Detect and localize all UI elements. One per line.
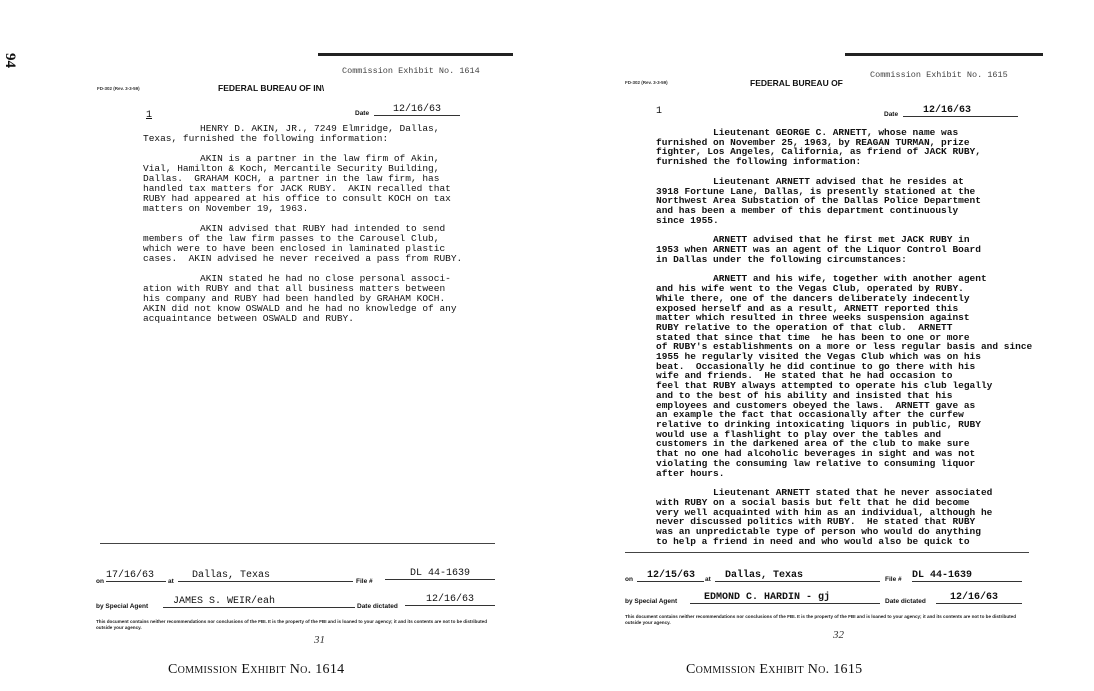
text-line: Northwest Area Substation of the Dallas Police Department bbox=[656, 195, 981, 207]
dictated-label: Date dictated bbox=[885, 598, 926, 605]
text-line: was an unpredictable type of person who would do anything bbox=[656, 526, 981, 538]
text-line: stated that since that time he has been to one or more bbox=[656, 331, 970, 343]
text-line: While there, one of the dancers deliberately indecently bbox=[656, 292, 970, 304]
text-line: HENRY D. AKIN, JR., 7249 Elmridge, Dallas, bbox=[143, 123, 440, 134]
paragraph bbox=[656, 235, 1032, 264]
exhibit-caption: Commission Exhibit No. 1615 bbox=[686, 662, 863, 677]
text-line: RUBY relative to the operation of that club. ARNETT bbox=[656, 321, 953, 333]
at-label: at bbox=[705, 576, 711, 583]
text-line: beat. Occasionally he did continue to go there with his bbox=[656, 360, 976, 372]
dictated-date: 12/16/63 bbox=[405, 594, 495, 606]
text-line: 1955 he regularly visited the Vegas Club which was on his bbox=[656, 351, 981, 363]
exhibit-header: Commission Exhibit No. 1614 bbox=[342, 66, 480, 76]
document-body bbox=[143, 124, 462, 324]
text-line: AKIN is a partner in the law firm of Akin, bbox=[143, 153, 440, 164]
paragraph bbox=[656, 274, 1032, 478]
agent-label: by Special Agent bbox=[625, 598, 678, 605]
text-line: Lieutenant ARNETT stated that he never associated bbox=[656, 487, 993, 499]
form-number: FD-302 (Rev. 3-3-59) bbox=[97, 86, 140, 91]
file-number: DL 44-1639 bbox=[385, 568, 495, 580]
text-line: which were to have been enclosed in laminated plastic bbox=[143, 243, 446, 254]
interview-location: Dallas, Texas bbox=[715, 570, 880, 582]
text-line: handled tax matters for JACK RUBY. AKIN recalled that bbox=[143, 183, 451, 194]
text-line: and his wife went to the Vegas Club, operated by RUBY. bbox=[656, 283, 964, 295]
text-line: Texas, furnished the following information: bbox=[143, 133, 389, 144]
text-line: after hours. bbox=[656, 467, 725, 479]
text-line: and has been a member of this department continuously bbox=[656, 204, 959, 216]
text-line: matter which resulted in three weeks suspension against bbox=[656, 312, 970, 324]
divider bbox=[625, 552, 1029, 553]
fbi-disclaimer: This document contains neither recommendations nor conclusions of the FBI. It is the property of the FBI and is loaned to your agency; it and its contents are not to be distributed outside your agency. bbox=[96, 619, 488, 630]
text-line: and to the best of his ability and insisted that his bbox=[656, 389, 953, 401]
text-line: acquaintance between OSWALD and RUBY. bbox=[143, 313, 354, 324]
date-label: Date bbox=[355, 110, 370, 117]
text-line: ARNETT advised that he first met JACK RUBY in bbox=[656, 234, 970, 246]
text-line: exposed herself and as a result, ARNETT reported this bbox=[656, 302, 959, 314]
handwritten-number: 31 bbox=[314, 634, 325, 646]
text-line: Lieutenant ARNETT advised that he resides at bbox=[656, 175, 964, 187]
text-line: would use a flashlight to play over the tables and bbox=[656, 428, 942, 440]
text-line: Dallas. GRAHAM KOCH, a partner in the law firm, has bbox=[143, 173, 440, 184]
text-line: his company and RUBY had been handled by GRAHAM KOCH. bbox=[143, 293, 446, 304]
dictated-date: 12/16/63 bbox=[936, 592, 1022, 604]
paragraph bbox=[656, 177, 1032, 226]
form-number: FD-302 (Rev. 3-3-59) bbox=[625, 80, 668, 85]
file-label: File # bbox=[885, 576, 902, 583]
text-line: ARNETT and his wife, together with another agent bbox=[656, 273, 987, 285]
text-line: since 1955. bbox=[656, 214, 719, 226]
dictated-label: Date dictated bbox=[357, 603, 398, 610]
agent-label: by Special Agent bbox=[96, 603, 149, 610]
page-number: 94 bbox=[2, 53, 18, 68]
text-line: members of the law firm passes to the Carousel Club, bbox=[143, 233, 440, 244]
divider bbox=[100, 543, 495, 544]
text-line: 1953 when ARNETT was an agent of the Liquor Control Board bbox=[656, 244, 981, 256]
text-line: furnished on November 25, 1963, by REAGAN TURMAN, prize bbox=[656, 136, 970, 148]
text-line: relative to drinking intoxicating liquors in public, RUBY bbox=[656, 418, 981, 430]
date-label: Date bbox=[884, 111, 899, 118]
text-line: of RUBY's establishments on a more or less regular basis and since bbox=[656, 341, 1033, 353]
text-line: to help a friend in need and who would also be quick to bbox=[656, 535, 970, 547]
text-line: RUBY had appeared at his office to consult KOCH on tax bbox=[143, 193, 451, 204]
interview-location: Dallas, Texas bbox=[178, 570, 353, 582]
text-line: AKIN stated he had no close personal associ- bbox=[143, 273, 451, 284]
agency-heading: FEDERAL BUREAU OF IN\ bbox=[218, 83, 325, 93]
text-line: very well acquainted with him as an individual, although he bbox=[656, 506, 993, 518]
text-line: ation with RUBY and that all business matters between bbox=[143, 283, 446, 294]
paragraph bbox=[143, 224, 462, 264]
text-line: Lieutenant GEORGE C. ARNETT, whose name was bbox=[656, 127, 959, 138]
date-value: 12/16/63 bbox=[374, 104, 460, 116]
text-line: AKIN advised that RUBY had intended to send bbox=[143, 223, 446, 234]
interview-date: 12/15/63 bbox=[637, 570, 704, 582]
paragraph bbox=[143, 274, 462, 324]
exhibit-header: Commission Exhibit No. 1615 bbox=[870, 70, 1008, 80]
file-label: File # bbox=[356, 578, 373, 585]
text-line: customers in the darkened area of the club to make sure bbox=[656, 438, 970, 450]
text-line: employees and customers obeyed the laws. ARNETT gave as bbox=[656, 399, 976, 411]
handwritten-number: 32 bbox=[833, 629, 844, 641]
special-agent: EDMOND C. HARDIN - gj bbox=[690, 592, 880, 604]
text-line: AKIN did not know OSWALD and he had no knowledge of any bbox=[143, 303, 457, 314]
redaction-bar bbox=[318, 53, 513, 56]
document-body bbox=[656, 128, 1032, 546]
text-line: cases. AKIN advised he never received a pass from RUBY. bbox=[143, 253, 463, 264]
text-line: never discussed politics with RUBY. He stated that RUBY bbox=[656, 516, 976, 528]
text-line: wife and friends. He stated that he had occasion to bbox=[656, 370, 953, 382]
redaction-bar bbox=[845, 53, 1043, 56]
on-label: on bbox=[625, 576, 633, 583]
page-marker: 1 bbox=[656, 106, 663, 117]
special-agent: JAMES S. WEIR/eah bbox=[163, 596, 355, 608]
text-line: fighter, Los Angeles, California, as friend of JACK RUBY, bbox=[656, 146, 981, 158]
text-line: 3918 Fortune Lane, Dallas, is presently stationed at the bbox=[656, 185, 976, 197]
page-marker: 1 bbox=[146, 110, 153, 121]
text-line: with RUBY on a social basis but felt that he did become bbox=[656, 496, 970, 508]
text-line: an example the fact that occasionally after the curfew bbox=[656, 409, 964, 421]
paragraph bbox=[656, 488, 1032, 546]
fbi-disclaimer: This document contains neither recommendations nor conclusions of the FBI. It is the property of the FBI and is loaned to your agency; it and its contents are not to be distributed outside your agency. bbox=[625, 614, 1017, 625]
text-line: violating the consuming law relative to consuming liquor bbox=[656, 457, 976, 469]
date-value: 12/16/63 bbox=[903, 105, 1018, 117]
interview-date: 17/16/63 bbox=[106, 570, 166, 582]
paragraph bbox=[656, 128, 1032, 167]
paragraph bbox=[143, 124, 462, 144]
exhibit-caption: Commission Exhibit No. 1614 bbox=[168, 662, 345, 677]
text-line: matters on November 19, 1963. bbox=[143, 203, 309, 214]
text-line: in Dallas under the following circumstances: bbox=[656, 253, 907, 265]
at-label: at bbox=[168, 578, 174, 585]
text-line: furnished the following information: bbox=[656, 156, 862, 168]
paragraph bbox=[143, 154, 462, 214]
text-line: Vial, Hamilton & Koch, Mercantile Security Building, bbox=[143, 163, 440, 174]
file-number: DL 44-1639 bbox=[912, 570, 1022, 582]
agency-heading: FEDERAL BUREAU OF bbox=[750, 78, 843, 88]
on-label: on bbox=[96, 578, 104, 585]
text-line: that no one had alcoholic beverages in sight and was not bbox=[656, 448, 976, 460]
text-line: feel that RUBY always attempted to operate his club legally bbox=[656, 380, 993, 392]
